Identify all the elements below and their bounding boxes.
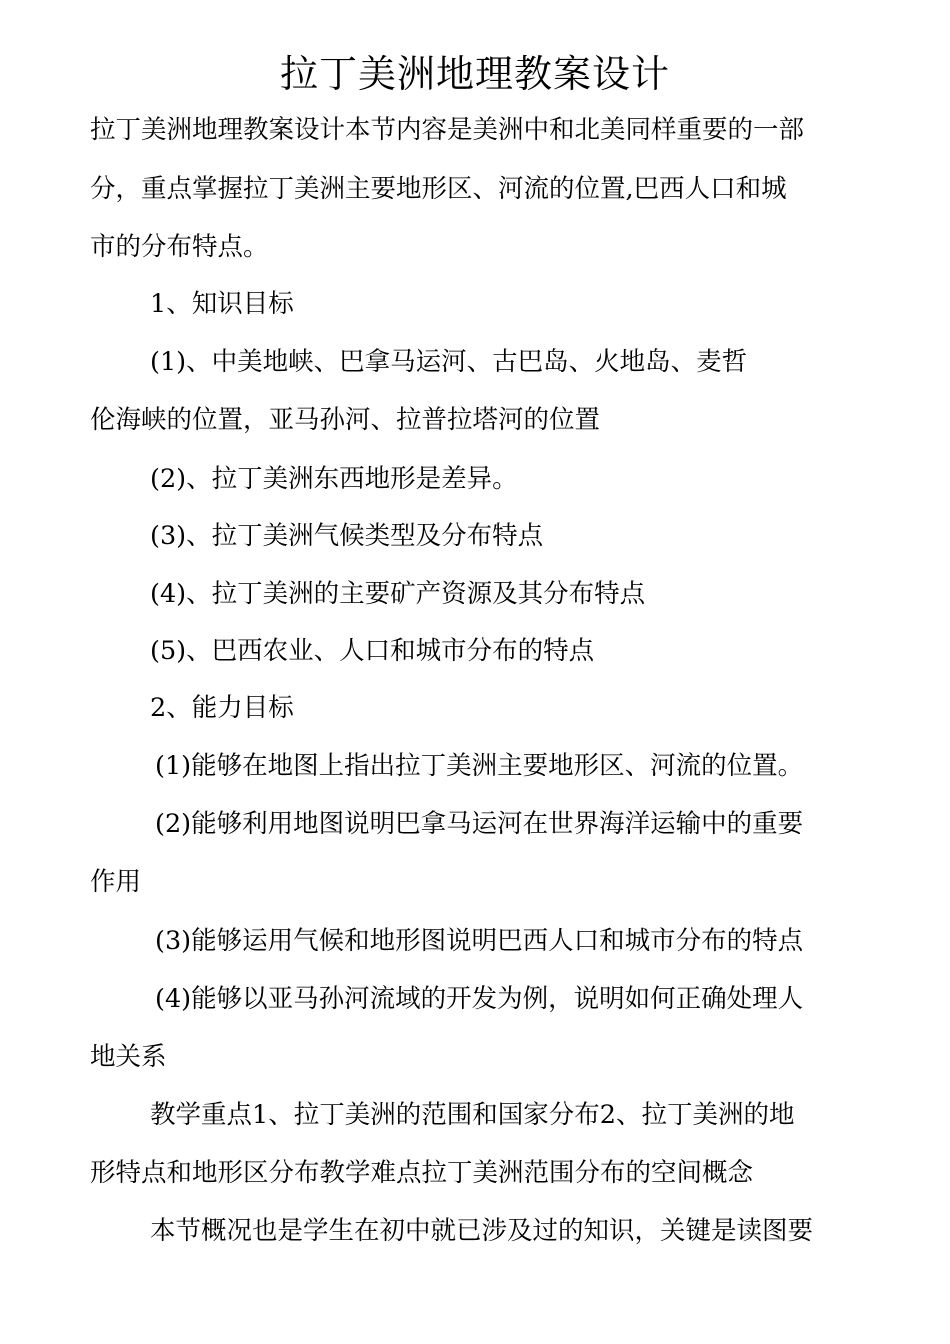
list-item: (3)、拉丁美洲气候类型及分布特点 bbox=[150, 521, 544, 551]
paragraph-line: 教学重点1、拉丁美洲的范围和国家分布2、拉丁美洲的地 bbox=[150, 1100, 795, 1130]
list-item: (2)、拉丁美洲东西地形是差异。 bbox=[150, 464, 518, 494]
paragraph-line: 形特点和地形区分布教学难点拉丁美洲范围分布的空间概念 bbox=[90, 1158, 754, 1188]
paragraph-line: 市的分布特点。 bbox=[90, 232, 269, 262]
list-item-continuation: 作用 bbox=[90, 867, 142, 897]
paragraph-line: 拉丁美洲地理教案设计本节内容是美洲中和北美同样重要的一部 bbox=[90, 115, 805, 145]
list-item: (5)、巴西农业、人口和城市分布的特点 bbox=[150, 636, 595, 666]
list-item: (4)、拉丁美洲的主要矿产资源及其分布特点 bbox=[150, 579, 646, 609]
list-item: (1)、中美地峡、巴拿马运河、古巴岛、火地岛、麦哲 bbox=[150, 347, 748, 377]
document-title: 拉丁美洲地理教案设计 bbox=[279, 52, 670, 96]
paragraph-line: 分，重点掌握拉丁美洲主要地形区、河流的位置,巴西人口和城 bbox=[90, 174, 787, 204]
list-item-continuation: 伦海峡的位置，亚马孙河、拉普拉塔河的位置 bbox=[90, 405, 601, 435]
section-heading: 1、知识目标 bbox=[150, 289, 294, 319]
list-item-continuation: 地关系 bbox=[90, 1042, 167, 1072]
paragraph-line: 本节概况也是学生在初中就已涉及过的知识，关键是读图要 bbox=[150, 1216, 814, 1246]
list-item: (3)能够运用气候和地形图说明巴西人口和城市分布的特点 bbox=[155, 926, 804, 956]
list-item: (2)能够利用地图说明巴拿马运河在世界海洋运输中的重要 bbox=[155, 809, 804, 839]
section-heading: 2、能力目标 bbox=[150, 693, 294, 723]
list-item: (4)能够以亚马孙河流域的开发为例，说明如何正确处理人 bbox=[155, 984, 804, 1014]
list-item: (1)能够在地图上指出拉丁美洲主要地形区、河流的位置。 bbox=[155, 751, 804, 781]
